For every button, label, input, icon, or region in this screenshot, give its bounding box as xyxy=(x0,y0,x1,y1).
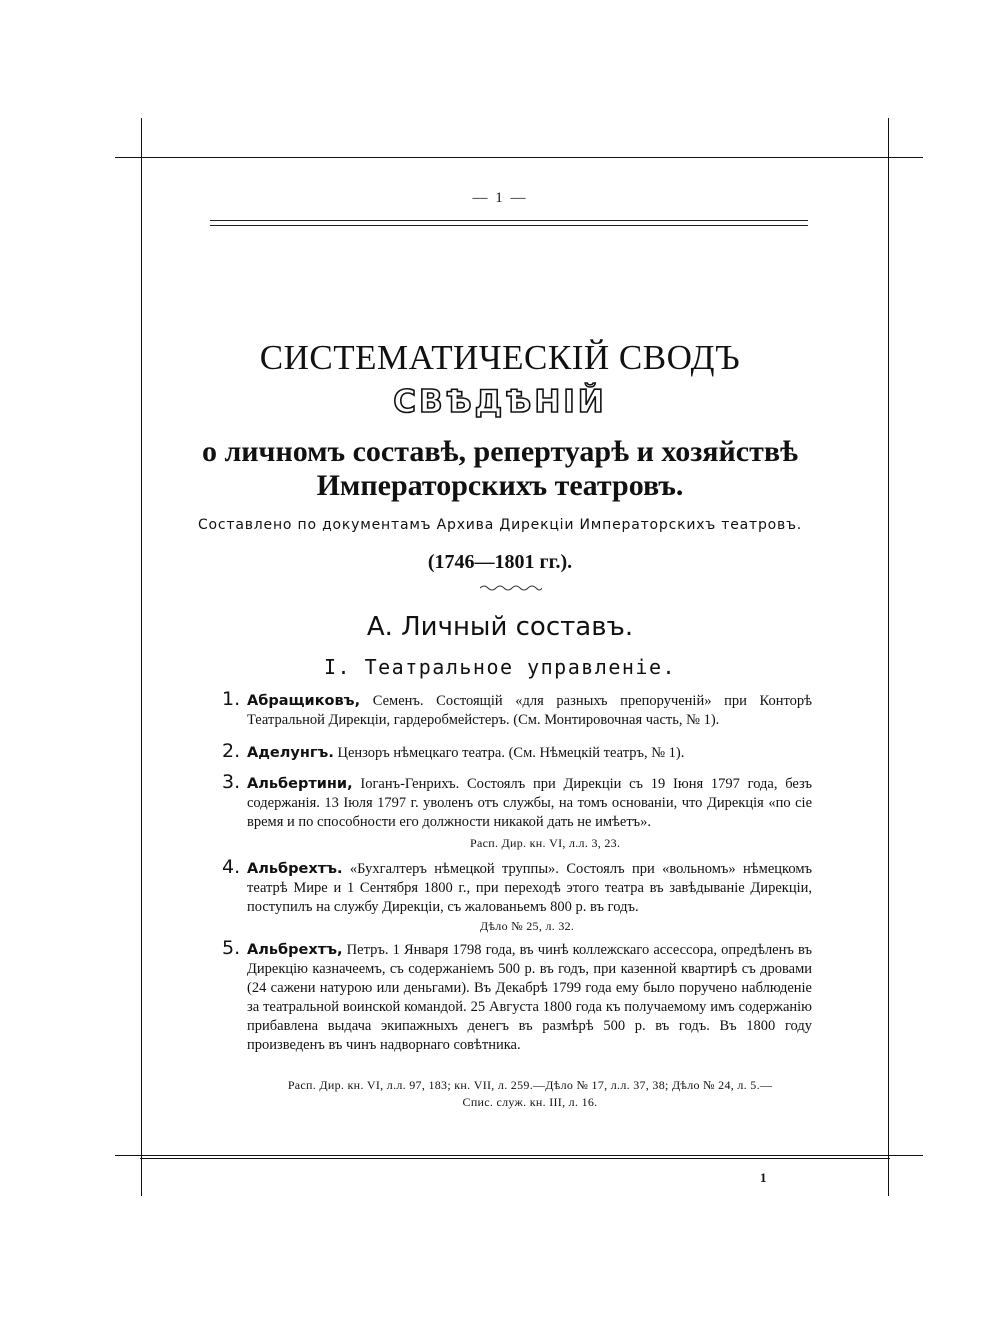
entry-number: 1. xyxy=(222,688,241,710)
entry-4 xyxy=(222,856,813,917)
entry-reference: Расп. Дир. кн. VI, л.л. 97, 183; кн. VII, л. 259.—Дѣло № 17, л.л. 37, 38; Дѣло № 24, л. 5.—Спис. служ. кн. III, л. 16. xyxy=(287,1078,773,1109)
entry-name: Альбрехтъ. xyxy=(247,861,343,877)
entry-name: Альбертини, xyxy=(247,776,353,792)
title-line-2: СВѢДѢНІЙ xyxy=(393,384,607,420)
entry-text: Цензоръ нѣмецкаго театра. (См. Нѣмецкій театръ, № 1). xyxy=(337,745,685,761)
entry-text: «Бухгалтеръ нѣмецкой труппы». Состоялъ при «вольномъ» нѣмецкомъ театрѣ Мире и 1 Сентября 1800 г., при переходѣ этого театра въ завѣдываніе Дирекціи, поступилъ на службу Дирекціи, съ жалованьемъ 800 р. въ годъ. xyxy=(247,861,813,915)
entry-name: Аделунгъ. xyxy=(247,745,334,761)
entry-text: Іоганъ-Генрихъ. Состоялъ при Дирекціи съ 19 Іюня 1797 года, безъ содержанія. 13 Іюля 1797 г. уволенъ отъ службы, на томъ основаніи, что Дирекція «по сіе время и по способности его должности никакой дать не имѣетъ». xyxy=(247,776,813,830)
entry-number: 3. xyxy=(222,771,241,793)
entry-2 xyxy=(222,740,812,763)
frame-bottom-rule xyxy=(115,1155,923,1156)
header-double-rule xyxy=(210,220,808,226)
title-line-1: СИСТЕМАТИЧЕСКІЙ СВОДЪ xyxy=(259,338,741,377)
entry-3 xyxy=(222,771,813,832)
entry-text: Семенъ. Состоящій «для разныхъ препорученій» при Конторѣ Театральной Дирекціи, гардеробмейстеръ. (См. Монтировочная часть, № 1). xyxy=(247,693,812,728)
section-title: А. Личный составъ. xyxy=(366,612,634,642)
entry-number: 4. xyxy=(222,856,241,878)
title-line-3: о личномъ составѣ, репертуарѣ и хозяйствѣ xyxy=(201,435,799,468)
entry-reference: Расп. Дир. кн. VI, л.л. 3, 23. xyxy=(470,836,621,850)
entry-number: 2. xyxy=(222,740,241,762)
subsection-title: I. Театральное управленіе. xyxy=(323,655,677,679)
title-line-4: Императорскихъ театровъ. xyxy=(316,469,684,502)
entry-reference: Дѣло № 25, л. 32. xyxy=(480,919,575,933)
frame-bottom-rule-inner xyxy=(140,1158,890,1159)
entry-number: 5. xyxy=(222,937,241,959)
entry-5 xyxy=(222,937,812,1055)
entry-1 xyxy=(222,688,812,730)
page-number-footer: 1 xyxy=(760,1170,767,1185)
entry-name: Альбрехтъ, xyxy=(247,942,343,958)
entry-text: Петръ. 1 Января 1798 года, въ чинѣ коллежскаго ассессора, опредѣленъ въ Дирекцію казначеемъ, съ содержаніемъ 500 р. въ годъ, при казенной квартирѣ съ дровами (24 сажени натурою или деньгами). Въ Декабрѣ 1799 года ему было поручено наблюденіе за театральной воинской командой. 25 Августа 1800 года къ получаемому имъ содержанію прибавлена выдача экипажныхъ денегъ въ размѣрѣ 500 р. въ годъ. Въ 1800 году произведенъ въ чинъ надворнаго совѣтника. xyxy=(247,942,812,1053)
year-range: (1746—1801 гг.). xyxy=(427,551,573,573)
page-number-top: — 1 — xyxy=(472,190,528,206)
compiled-note: Составлено по документамъ Архива Дирекціи Императорскихъ театровъ. xyxy=(197,517,803,533)
entry-name: Абращиковъ, xyxy=(247,693,361,709)
ornament-squiggle xyxy=(480,583,542,593)
frame-top-rule xyxy=(115,157,923,158)
